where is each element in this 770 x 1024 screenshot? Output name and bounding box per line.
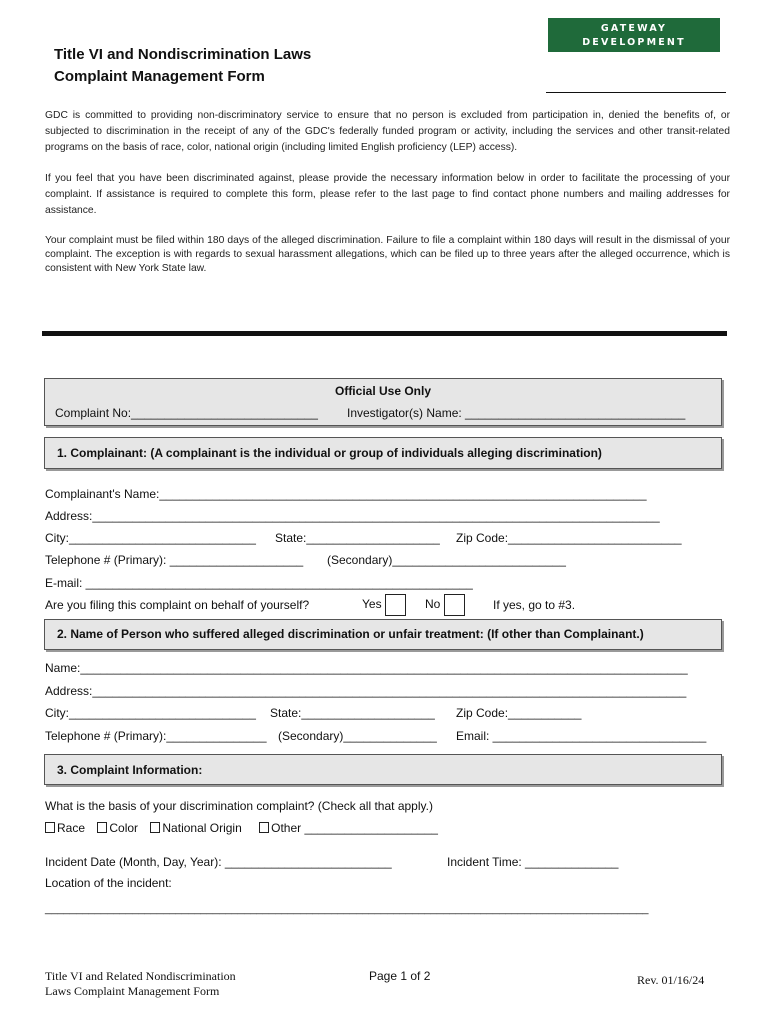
section1-header	[44, 437, 722, 469]
complaint-number-field[interactable]: Complaint No:____________________________	[55, 406, 318, 420]
section-divider	[42, 331, 727, 336]
official-use-box	[44, 378, 722, 426]
logo-line2: COMMISSION	[587, 51, 681, 62]
footer-line2: Laws Complaint Management Form	[45, 984, 220, 998]
form-title-line2: Complaint Management Form	[54, 68, 265, 85]
section2-heading: 2. Name of Person who suffered alleged discrimination or unfair treatment: (If other than Complainant.)	[57, 627, 644, 641]
no-label: No	[425, 597, 441, 612]
basis-question: What is the basis of your discrimination complaint? (Check all that apply.)	[45, 799, 433, 813]
section1-heading: 1. Complainant: (A complainant is the individual or group of individuals alleging discrimination)	[57, 446, 602, 460]
page-number: Page 1 of 2	[369, 969, 431, 983]
intro-paragraph-3: Your complaint must be filed within 180 days of the alleged discrimination. Failure to file a complaint within 180 days will result in the dismissal of your complaint. The exception is with regards to sexual harassment allegations, which can be filed up to three years after the alleged occurrence, which is consistent with New York State law.	[45, 235, 730, 274]
race-option[interactable]: Race	[45, 821, 85, 835]
form-title-line1: Title VI and Nondiscrimination Laws	[54, 46, 312, 63]
race-checkbox[interactable]	[45, 822, 55, 833]
no-option	[425, 594, 465, 616]
victim-name-field[interactable]: Name:___________________________________________________________________________________________	[45, 661, 688, 675]
victim-address-field[interactable]: Address:_________________________________________________________________________________________	[45, 684, 687, 698]
victim-state-field[interactable]: State:____________________	[270, 706, 435, 720]
intro-paragraph-2: If you feel that you have been discriminated against, please provide the necessary information below in order to facilitate the processing of your complaint. If assistance is required to complete this form, please refer to the last page to find contact phone numbers and mailing addresses for assistance.	[45, 173, 730, 216]
national-origin-option[interactable]: National Origin	[150, 821, 241, 835]
logo-underline	[546, 92, 726, 93]
section3-header	[44, 754, 722, 785]
footer-line1: Title VI and Related Nondiscrimination	[45, 969, 236, 983]
victim-phone-secondary-field[interactable]: (Secondary)______________	[278, 729, 437, 743]
organization-logo	[548, 18, 720, 62]
complainant-phone-secondary-field[interactable]: (Secondary)__________________________	[327, 553, 566, 567]
intro-paragraph-1: GDC is committed to providing non-discriminatory service to ensure that no person is excluded from participation in, denied the benefits of, or subjected to discrimination in the receipt of any of the GDC's federally funded program or activity, including the services and other transit-related programs on the basis of race, color, national origin (including limited English proficiency (LEP) access).	[45, 110, 730, 153]
complainant-city-field[interactable]: City:____________________________	[45, 531, 256, 545]
incident-date-field[interactable]: Incident Date (Month, Day, Year): _________________________	[45, 855, 392, 869]
incident-time-field[interactable]: Incident Time: ______________	[447, 855, 619, 869]
victim-city-field[interactable]: City:____________________________	[45, 706, 256, 720]
yes-option	[362, 594, 406, 616]
logo-line1: GATEWAY DEVELOPMENT	[582, 23, 686, 48]
behalf-question: Are you filing this complaint on behalf of yourself?	[45, 598, 310, 612]
investigator-name-field[interactable]: Investigator(s) Name: _________________________________	[347, 406, 686, 420]
revision-date: Rev. 01/16/24	[637, 973, 705, 987]
section3-heading: 3. Complaint Information:	[57, 763, 203, 777]
other-checkbox[interactable]	[259, 822, 269, 833]
section2-header	[44, 619, 722, 650]
other-option[interactable]: Other ____________________	[259, 821, 438, 835]
if-yes-note: If yes, go to #3.	[493, 598, 576, 612]
location-label: Location of the incident:	[45, 876, 172, 890]
official-use-heading: Official Use Only	[334, 384, 432, 398]
complainant-state-field[interactable]: State:____________________	[275, 531, 440, 545]
complainant-name-field[interactable]: Complainant's Name:_________________________________________________________________________	[45, 487, 647, 501]
complainant-phone-primary-field[interactable]: Telephone # (Primary): ____________________	[45, 553, 304, 567]
no-checkbox[interactable]	[444, 594, 465, 616]
national-origin-checkbox[interactable]	[150, 822, 160, 833]
color-option[interactable]: Color	[97, 821, 138, 835]
location-field[interactable]: _________________________________________________________________________________________________	[45, 903, 649, 915]
complainant-zip-field[interactable]: Zip Code:__________________________	[456, 531, 682, 545]
footer-form-name	[45, 969, 236, 999]
yes-checkbox[interactable]	[385, 594, 406, 616]
basis-options	[45, 821, 438, 835]
victim-zip-field[interactable]: Zip Code:___________	[456, 706, 582, 720]
yes-label: Yes	[362, 597, 382, 612]
victim-phone-primary-field[interactable]: Telephone # (Primary):_______________	[45, 729, 267, 743]
complainant-address-field[interactable]: Address:_____________________________________________________________________________________	[45, 509, 660, 523]
victim-email-field[interactable]: Email: ________________________________	[456, 729, 707, 743]
color-checkbox[interactable]	[97, 822, 107, 833]
complainant-email-field[interactable]: E-mail: __________________________________________________________	[45, 576, 473, 590]
